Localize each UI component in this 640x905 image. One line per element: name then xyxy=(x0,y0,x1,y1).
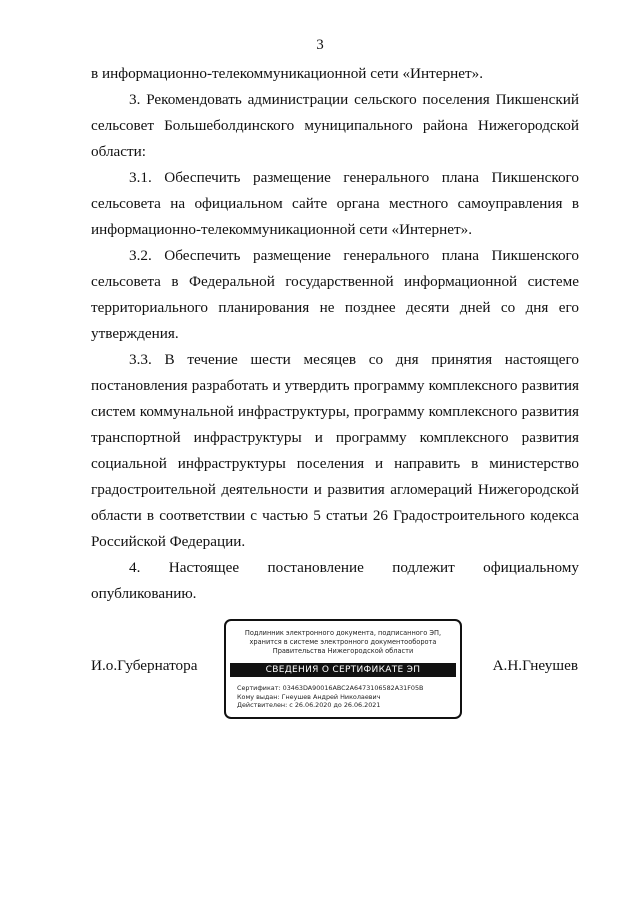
signatory-name: А.Н.Гнеушев xyxy=(492,657,578,674)
document-body xyxy=(91,61,579,607)
issued-to-label: Кому выдан: xyxy=(237,692,280,701)
stamp-details xyxy=(237,684,460,710)
paragraph-item-3-3: 3.3. В течение шести месяцев со дня принятия настоящего постановления разработать и утвердить программу комплексного развития систем коммунальной инфраструктуры, программу комплексного развития транспортной инфраструктуры и программу комплексного развития социальной инфраструктуры поселения и направить в министерство градостроительной деятельности и развития агломераций Нижегородской области в соответствии с частью 5 статьи 26 Градостроительного кодекса Российской Федерации. xyxy=(91,351,579,550)
paragraph-item-3-1: 3.1. Обеспечить размещение генерального плана Пикшенского сельсовета на официальном сайте органа местного самоуправления в информационно-телекоммуникационной сети «Интернет». xyxy=(91,169,579,238)
certificate-label: Сертификат: xyxy=(237,684,281,692)
stamp-header: Подлинник электронного документа, подписанного ЭП, хранится в системе электронного документооборота Правительства Нижегородской области xyxy=(244,629,442,655)
validity-label: Действителен: xyxy=(237,701,288,709)
page-number: 3 xyxy=(316,37,324,53)
paragraph-continuation: в информационно-телекоммуникационной сети «Интернет». xyxy=(91,65,484,82)
issued-to-row xyxy=(237,693,460,702)
paragraph-item-3-2: 3.2. Обеспечить размещение генерального плана Пикшенского сельсовета в Федеральной государственной информационной системе территориального планирования не позднее десяти дней со дня его утверждения. xyxy=(91,247,579,342)
paragraph-item-3: 3. Рекомендовать администрации сельского поселения Пикшенский сельсовет Большеболдинского муниципального района Нижегородской области: xyxy=(91,91,579,160)
electronic-signature-stamp xyxy=(224,619,462,719)
signatory-position: И.о.Губернатора xyxy=(91,657,198,674)
validity-value: с 26.06.2020 до 26.06.2021 xyxy=(289,701,381,709)
certificate-value: 03463DA90016ABC2A6473106582A31F05B xyxy=(282,684,424,692)
validity-row xyxy=(237,701,460,710)
paragraph-item-4: 4. Настоящее постановление подлежит официальному опубликованию. xyxy=(91,559,579,602)
stamp-title: СВЕДЕНИЯ О СЕРТИФИКАТЕ ЭП xyxy=(230,663,456,677)
issued-to-value: Гнеушев Андрей Николаевич xyxy=(281,692,381,701)
certificate-row xyxy=(237,684,460,693)
